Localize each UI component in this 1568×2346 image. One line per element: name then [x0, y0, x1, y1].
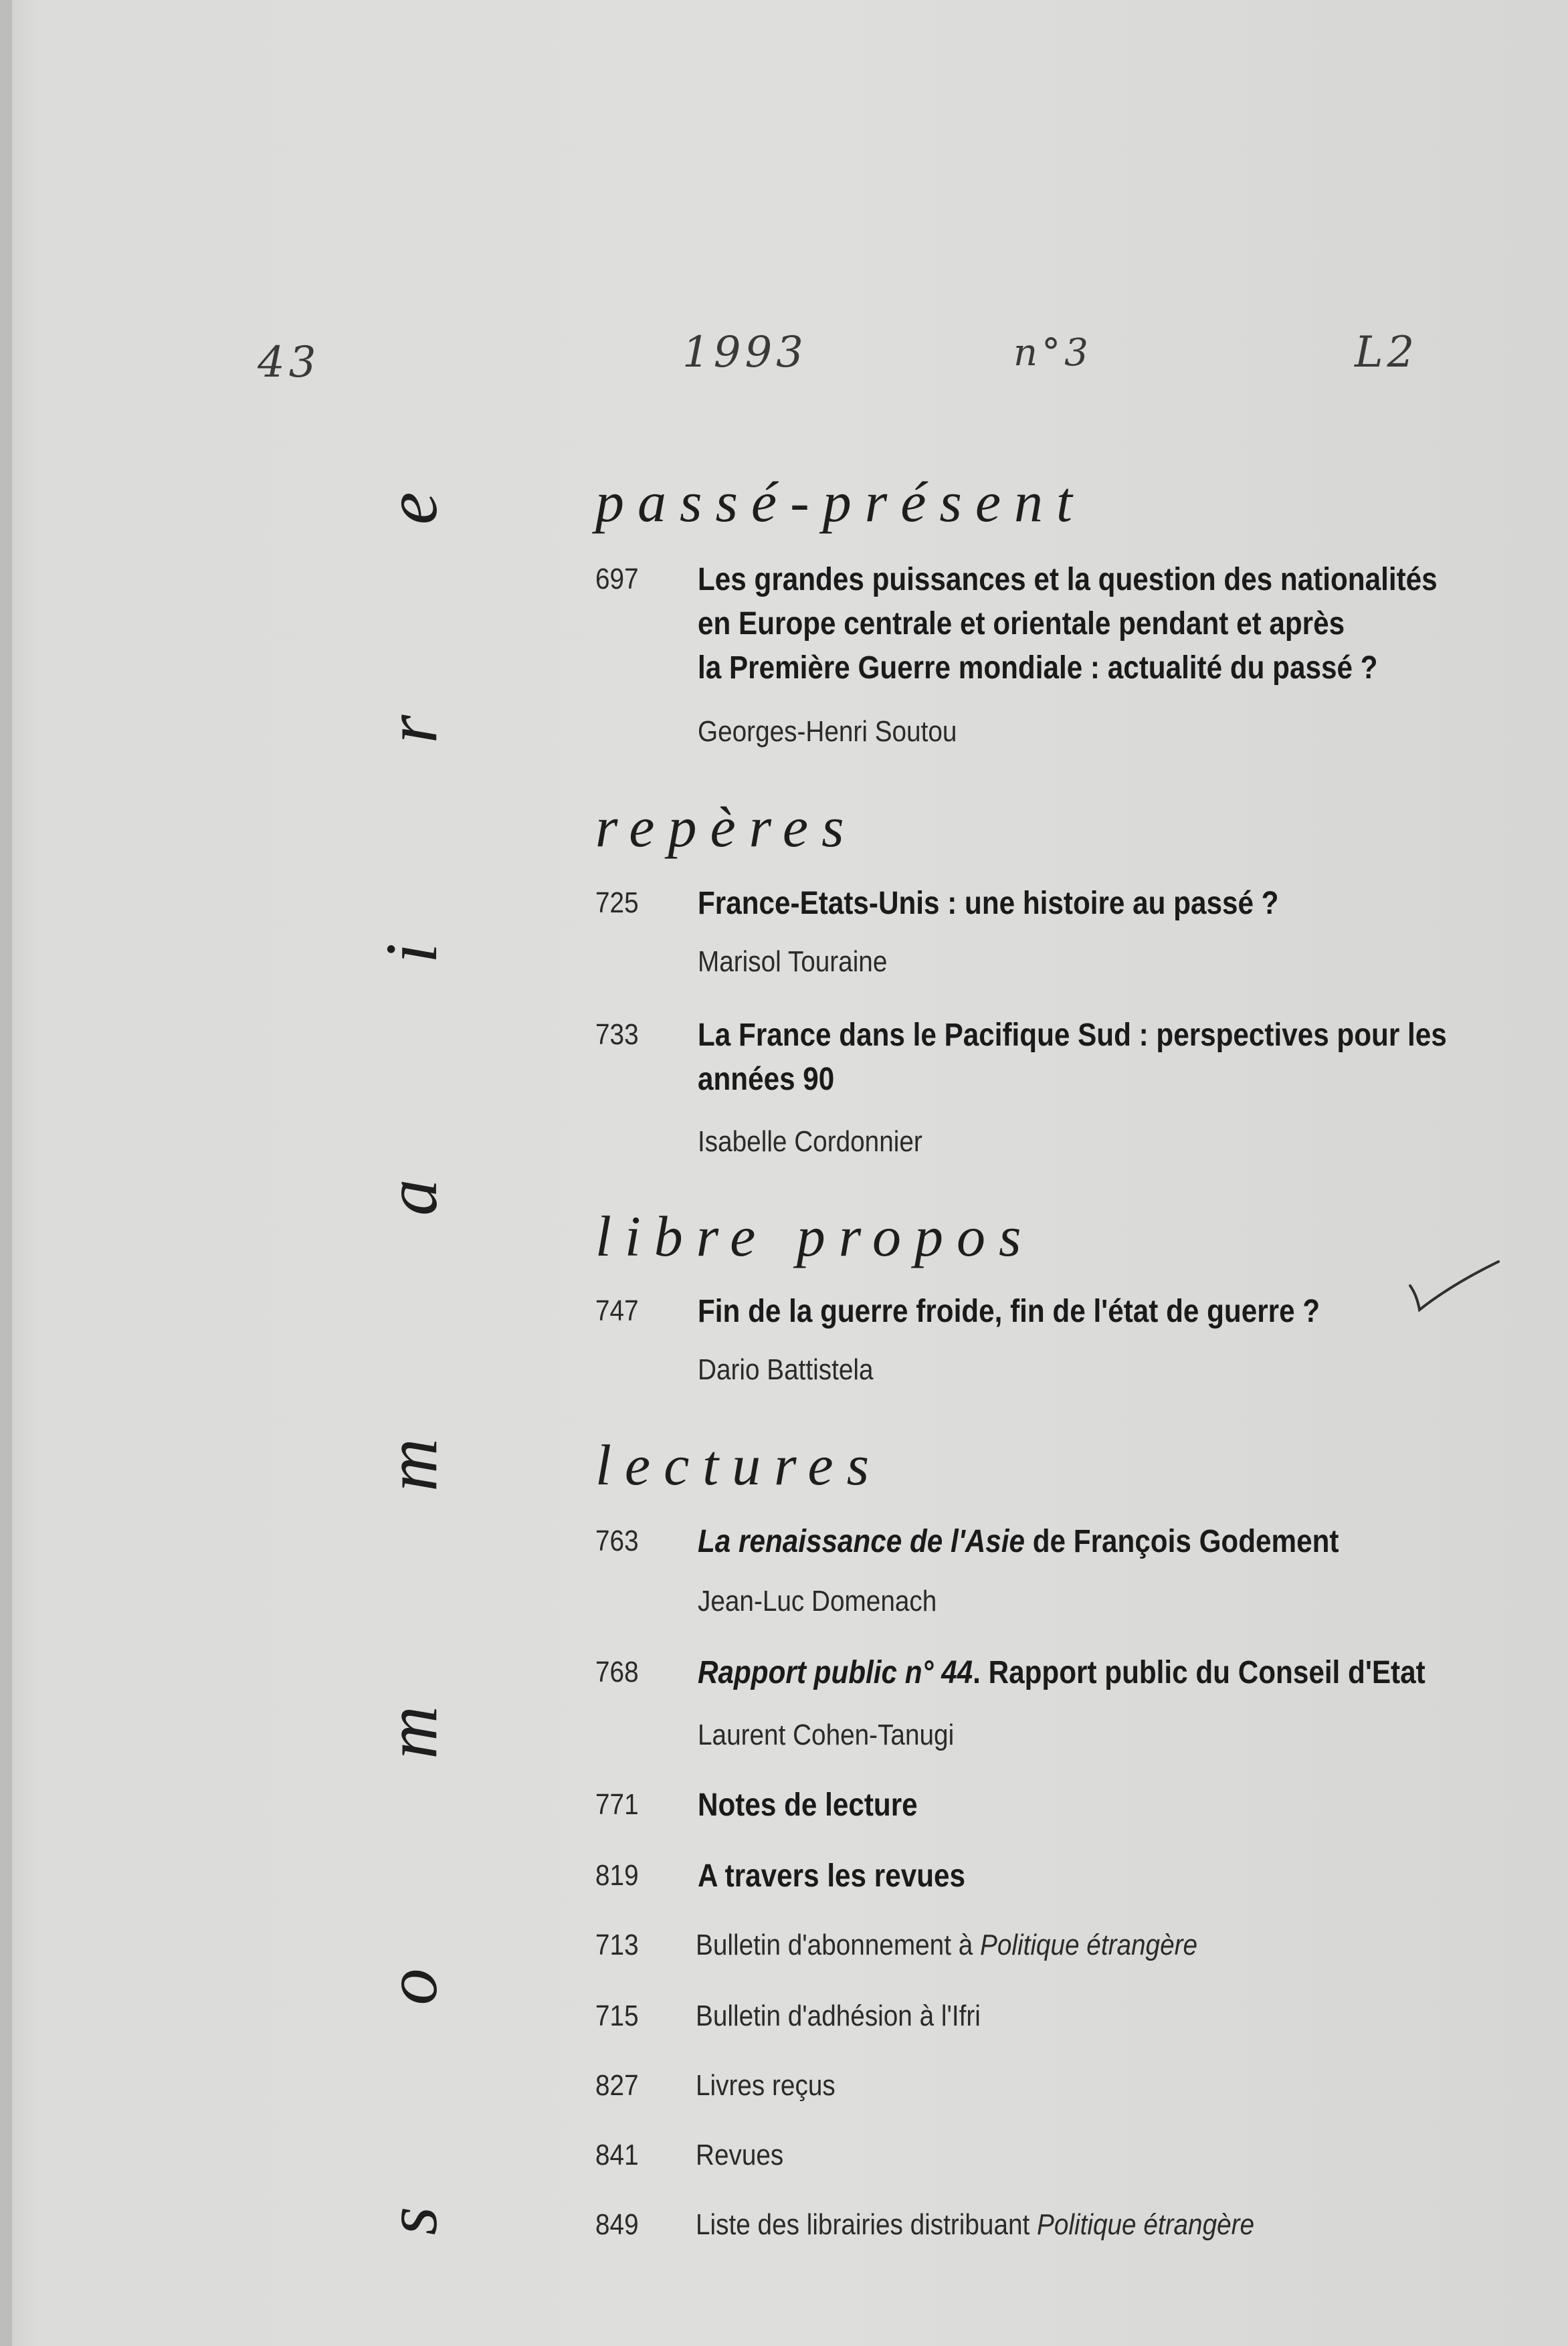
back-matter-page: 713 — [595, 1929, 639, 1961]
entry-title: Fin de la guerre froide, fin de l'état de guerre ? — [698, 1294, 1320, 1329]
handwritten-volume: 43 — [258, 338, 320, 387]
handwritten-shelf: L2 — [1355, 328, 1419, 377]
back-matter-page: 849 — [595, 2208, 639, 2241]
entry-title-line: Les grandes puissances et la question des nationalités — [698, 562, 1438, 597]
entry-title — [698, 1520, 1446, 1564]
entry-page-number: 768 — [595, 1656, 639, 1688]
entry-page-number: 771 — [595, 1788, 639, 1821]
entry-title-rest: . Rapport public du Conseil d'Etat — [973, 1655, 1426, 1690]
entry-page-number: 733 — [595, 1018, 639, 1051]
back-matter-item: Revues — [696, 2139, 784, 2171]
entry-title-line: en Europe centrale et orientale pendant et après — [698, 606, 1345, 642]
entry-title: Notes de lecture — [698, 1787, 918, 1823]
entry-title-italic: Rapport public n° 44 — [698, 1655, 973, 1690]
back-matter-item — [696, 1924, 1197, 1967]
handwritten-year: 1993 — [682, 328, 807, 377]
side-letter-s: s — [371, 2206, 452, 2236]
entry-title-line: la Première Guerre mondiale : actualité du passé ? — [698, 650, 1378, 686]
side-letter-r: r — [371, 714, 452, 744]
back-matter-text: Bulletin d'abonnement à — [696, 1929, 981, 1961]
back-matter-italic: Politique étrangère — [980, 1929, 1198, 1961]
back-matter-item: Livres reçus — [696, 2069, 836, 2102]
entry-title-rest: de François Godement — [1025, 1524, 1339, 1559]
entry-author: Jean-Luc Domenach — [698, 1585, 937, 1618]
entry-author: Laurent Cohen-Tanugi — [698, 1719, 955, 1751]
entry-page-number: 747 — [595, 1294, 639, 1327]
back-matter-page: 827 — [595, 2069, 639, 2102]
side-letter-i: i — [371, 943, 452, 964]
side-letter-m-2: m — [371, 1706, 452, 1759]
entry-page-number: 819 — [595, 1859, 639, 1892]
back-matter-page: 841 — [595, 2139, 639, 2171]
entry-author: Isabelle Cordonnier — [698, 1125, 922, 1158]
entry-title: A travers les revues — [698, 1858, 965, 1894]
checkmark-icon — [1405, 1258, 1505, 1318]
side-letter-a: a — [371, 1179, 452, 1216]
side-letter-m-1: m — [371, 1438, 452, 1492]
back-matter-italic: Politique étrangère — [1037, 2208, 1255, 2241]
entry-page-number: 697 — [595, 563, 639, 595]
entry-author: Georges-Henri Soutou — [698, 715, 957, 748]
back-matter-text: Liste des librairies distribuant — [696, 2208, 1038, 2241]
section-heading-reperes: repères — [595, 795, 858, 859]
entry-page-number: 763 — [595, 1525, 639, 1557]
entry-title — [698, 1651, 1446, 1695]
handwritten-issue: n°3 — [1013, 331, 1092, 375]
entry-title: France-Etats-Unis : une histoire au passé ? — [698, 886, 1279, 921]
back-matter-item — [696, 2204, 1254, 2246]
back-matter-item: Bulletin d'adhésion à l'Ifri — [696, 1999, 981, 2032]
section-heading-libre-propos: libre propos — [595, 1204, 1035, 1268]
back-matter-page: 715 — [595, 1999, 639, 2032]
side-letter-e: e — [371, 492, 452, 525]
entry-title-italic: La renaissance de l'Asie — [698, 1524, 1025, 1559]
entry-author: Dario Battistela — [698, 1353, 874, 1386]
page-edge — [0, 0, 12, 2346]
entry-title: La France dans le Pacifique Sud : perspectives pour les années 90 — [698, 1017, 1447, 1097]
entry-author: Marisol Touraine — [698, 945, 888, 978]
section-heading-passe-present: passé-présent — [595, 470, 1086, 534]
side-letter-o: o — [371, 1968, 452, 2006]
entry-page-number: 725 — [595, 886, 639, 919]
section-heading-lectures: lectures — [595, 1433, 883, 1497]
